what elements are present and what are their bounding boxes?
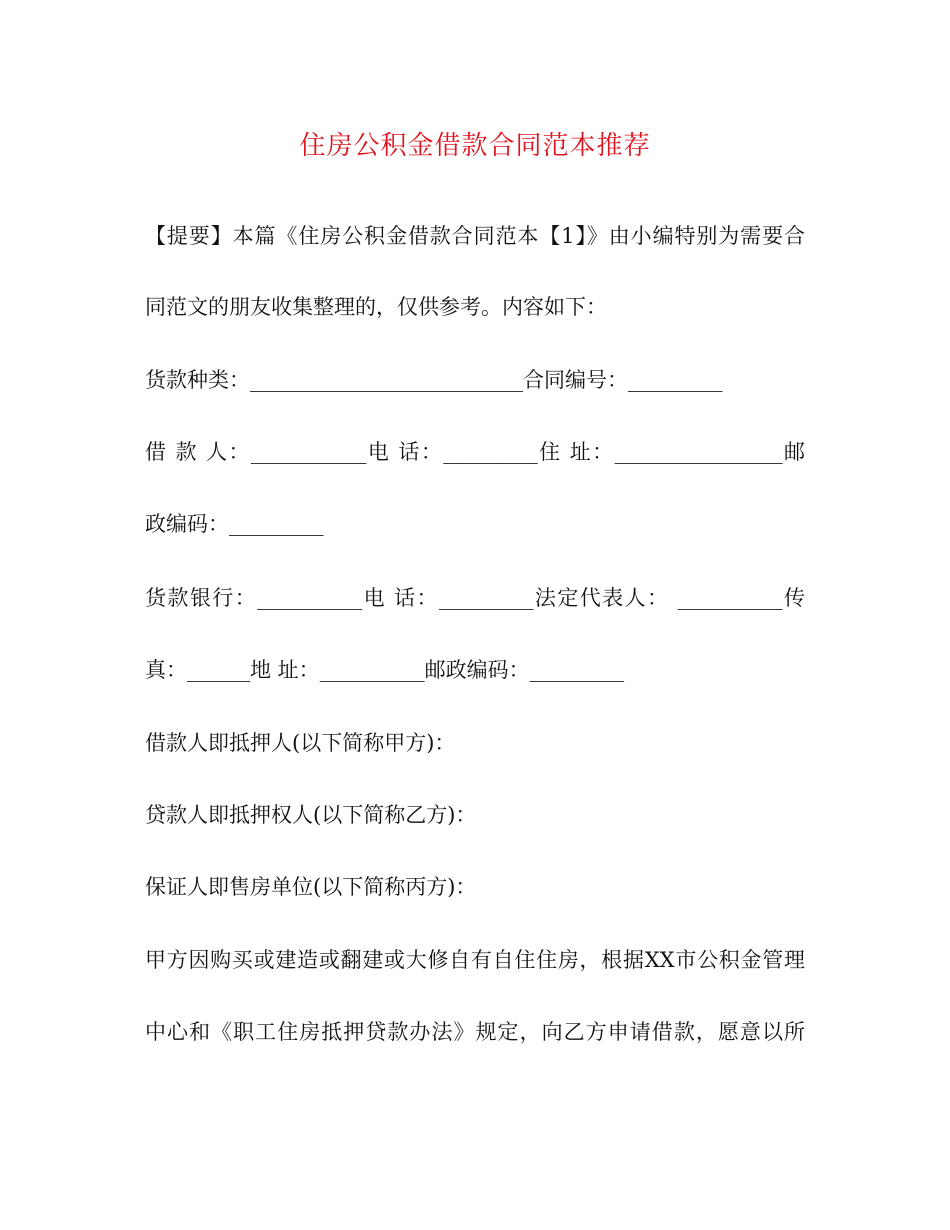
- party-a-line: 借款人即抵押人(以下简称甲方)：: [145, 731, 456, 755]
- lender-fax-line: 真：______地 址：__________邮政编码：_________: [145, 658, 625, 682]
- body-line-1: 甲方因购买或建造或翻建或大修自有自住住房，根据XX市公积金管理: [145, 948, 805, 972]
- document-title: 住房公积金借款合同范本推荐: [299, 131, 651, 161]
- lender-bank-line: 货款银行：__________电 话：_________法定代表人： __________传: [145, 586, 805, 610]
- body-line-2: 中心和《职工住房抵押贷款办法》规定，向乙方申请借款，愿意以所: [145, 1020, 805, 1044]
- borrower-postcode-line: 政编码：_________: [145, 512, 324, 536]
- summary-line-2: 同范文的朋友收集整理的，仅供参考。内容如下：: [145, 295, 607, 319]
- party-c-line: 保证人即售房单位(以下简称丙方)：: [145, 875, 477, 899]
- borrower-line: 借 款 人：___________电 话：_________住 址：________________邮: [145, 440, 805, 464]
- loan-type-line: 货款种类：__________________________合同编号：_________: [145, 368, 723, 392]
- party-b-line: 贷款人即抵押权人(以下简称乙方)：: [145, 803, 477, 827]
- summary-line-1: 【提要】本篇《住房公积金借款合同范本【1】》由小编特别为需要合: [145, 224, 805, 248]
